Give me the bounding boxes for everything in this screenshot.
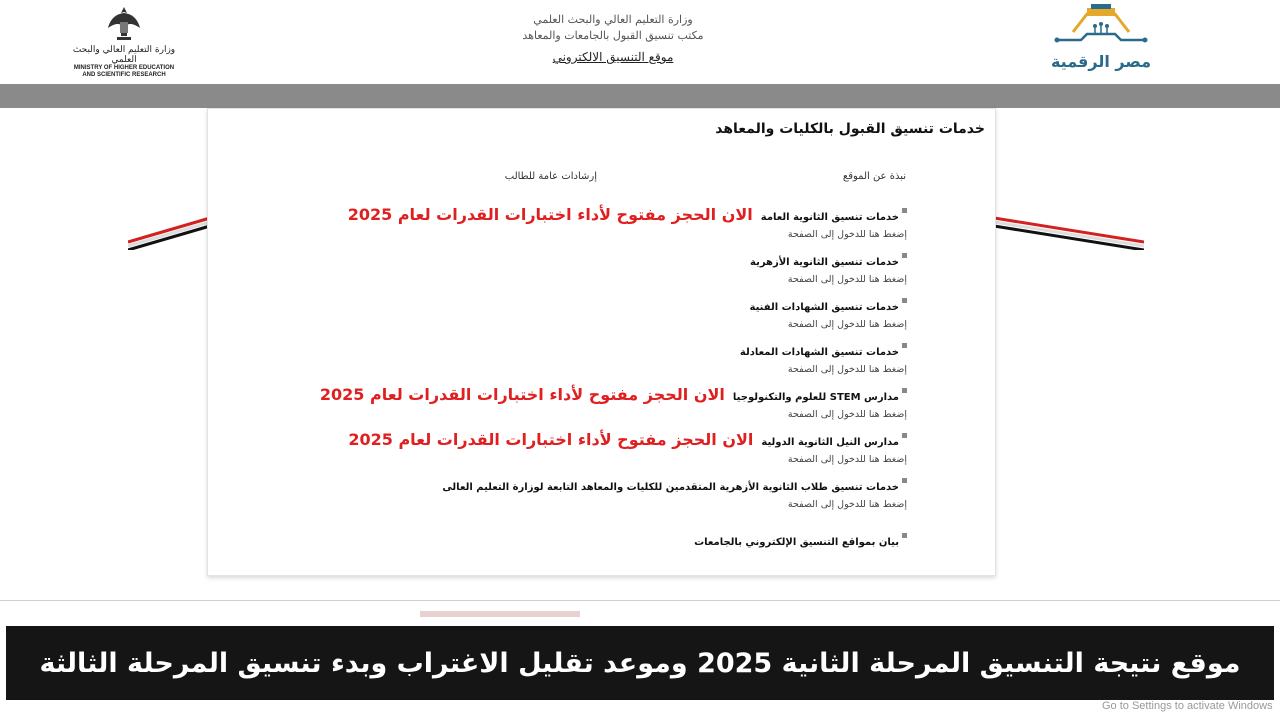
- list-item: [299, 295, 907, 340]
- obscured-footer-text: [420, 611, 580, 617]
- header-divider-bar: [0, 84, 1280, 108]
- enter-page-link[interactable]: إضغط هنا للدخول إلى الصفحة: [787, 409, 907, 420]
- site-header: [0, 0, 1280, 84]
- service-title: خدمات تنسيق الشهادات الفنية: [749, 302, 899, 313]
- service-title: خدمات تنسيق الثانوية الأزهرية: [750, 257, 899, 268]
- enter-page-link[interactable]: إضغط هنا للدخول إلى الصفحة: [787, 274, 907, 285]
- bullet-icon: [902, 298, 907, 303]
- service-title: خدمات تنسيق الثانوية العامة: [760, 212, 899, 223]
- bullet-icon: [902, 433, 907, 438]
- tansik-site-link[interactable]: موقع التنسيق الالكتروني: [552, 50, 674, 64]
- headline-text: موقع نتيجة التنسيق المرحلة الثانية 2025 وموعد تقليل الاغتراب وبدء تنسيق المرحلة الثالثة: [39, 647, 1241, 679]
- ministry-name-en-1: MINISTRY OF HIGHER EDUCATION: [73, 65, 175, 71]
- headline-banner: [6, 626, 1274, 700]
- service-title: مدارس النيل الثانوية الدولية: [761, 437, 899, 448]
- service-title: خدمات تنسيق طلاب الثانوية الأزهرية المتقدمين للكليات والمعاهد التابعة لوزارة التعليم العالى: [442, 482, 899, 493]
- eagle-emblem-icon: [104, 4, 144, 44]
- bullet-icon: [902, 343, 907, 348]
- enter-page-link[interactable]: إضغط هنا للدخول إلى الصفحة: [787, 499, 907, 510]
- bullet-icon: [902, 478, 907, 483]
- bullet-icon: [902, 388, 907, 393]
- enter-page-link[interactable]: إضغط هنا للدخول إلى الصفحة: [787, 364, 907, 375]
- bullet-icon: [902, 253, 907, 258]
- list-item: [299, 430, 907, 475]
- windows-activation-watermark: Go to Settings to activate Windows: [1102, 700, 1273, 712]
- enter-page-link[interactable]: إضغط هنا للدخول إلى الصفحة: [787, 319, 907, 330]
- header-ministry-line: وزارة التعليم العالي والبحث العلمي: [533, 13, 693, 26]
- list-item: [299, 250, 907, 295]
- enter-page-link[interactable]: إضغط هنا للدخول إلى الصفحة: [787, 454, 907, 465]
- service-title: مدارس STEM للعلوم والتكنولوجيا: [732, 392, 899, 403]
- enter-page-link[interactable]: إضغط هنا للدخول إلى الصفحة: [787, 229, 907, 240]
- booking-open-notice: الان الحجز مفتوح لأداء اختبارات القدرات لعام 2025: [347, 205, 753, 224]
- booking-open-notice: الان الحجز مفتوح لأداء اختبارات القدرات لعام 2025: [348, 430, 754, 449]
- bullet-icon: [902, 208, 907, 213]
- header-office-line: مكتب تنسيق القبول بالجامعات والمعاهد: [522, 29, 704, 42]
- services-list: [299, 205, 907, 575]
- list-item: [299, 340, 907, 385]
- list-item: [299, 475, 907, 520]
- bullet-icon: [902, 533, 907, 538]
- flag-stripe-right-decoration: [994, 210, 1144, 250]
- footer-divider: [0, 600, 1280, 601]
- booking-open-notice: الان الحجز مفتوح لأداء اختبارات القدرات لعام 2025: [319, 385, 725, 404]
- ministry-name-ar: وزارة التعليم العالي والبحث العلمي: [72, 45, 176, 65]
- header-center: [500, 12, 726, 65]
- flag-stripe-left-decoration: [128, 210, 210, 250]
- digital-egypt-circuit-icon: [1051, 2, 1151, 50]
- list-item[interactable]: [299, 530, 899, 575]
- list-item: [299, 385, 907, 430]
- digital-egypt-logo[interactable]: [1046, 2, 1156, 82]
- digital-egypt-label: مصر الرقمية: [1050, 52, 1152, 71]
- ministry-logo[interactable]: [66, 4, 182, 82]
- list-item: [299, 205, 907, 250]
- service-title: خدمات تنسيق الشهادات المعادلة: [739, 347, 899, 358]
- student-guidelines-link[interactable]: إرشادات عامة للطالب: [504, 171, 597, 182]
- ministry-name-en-2: AND SCIENTIFIC RESEARCH: [82, 72, 166, 78]
- services-panel: [207, 108, 996, 576]
- panel-title: خدمات تنسيق القبول بالكليات والمعاهد: [715, 121, 985, 137]
- about-site-link[interactable]: نبذة عن الموقع: [842, 171, 906, 182]
- university-sites-link[interactable]: بيان بمواقع التنسيق الإلكتروني بالجامعات: [694, 537, 899, 548]
